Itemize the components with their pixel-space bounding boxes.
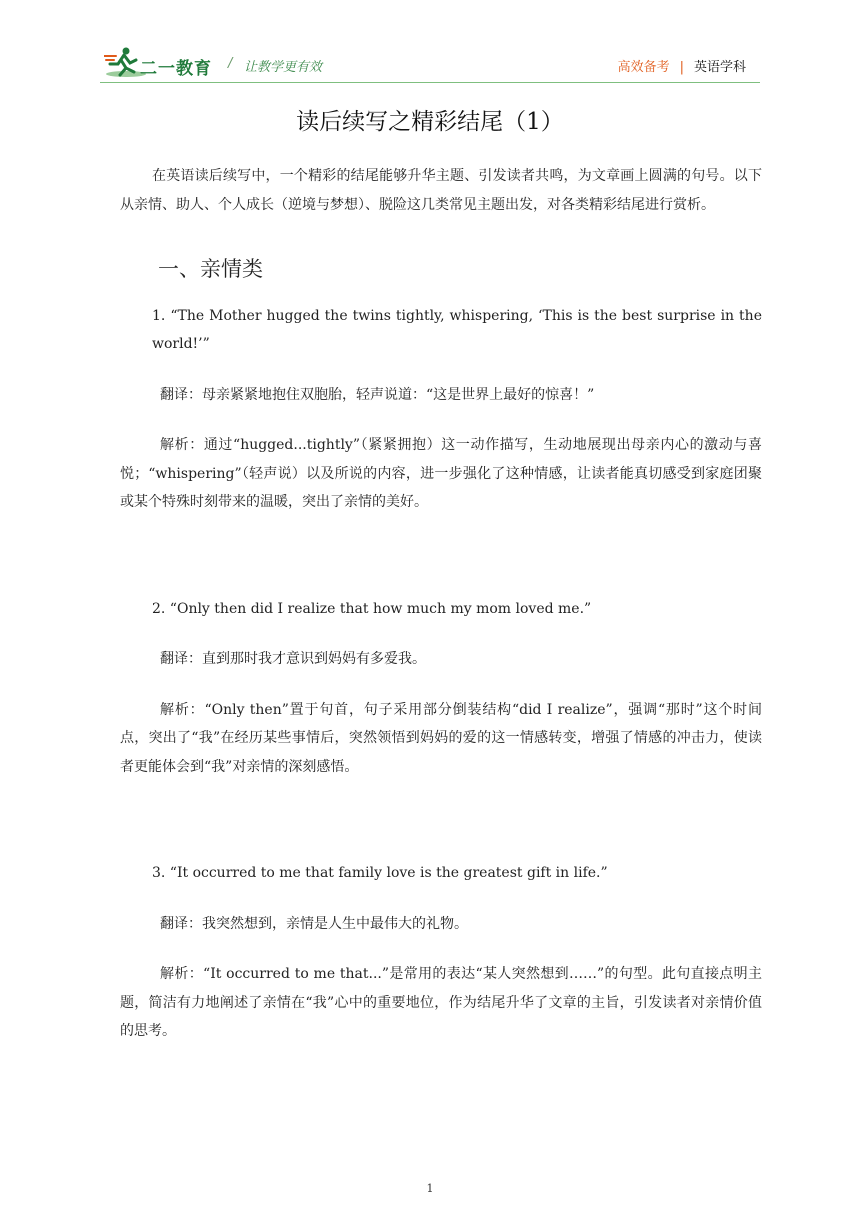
intro-paragraph: 在英语读后续写中，一个精彩的结尾能够升华主题、引发读者共鸣，为文章画上圆满的句号。以下从亲情、助人、个人成长（逆境与梦想）、脱险这几类常见主题出发，对各类精彩结尾进行赏析。 xyxy=(120,168,762,213)
logo-text: 二一教育 xyxy=(140,59,212,79)
slogan-separator: / xyxy=(228,56,233,71)
tag-separator: | xyxy=(679,60,684,75)
translation-2: 翻译：直到那时我才意识到妈妈有多爱我。 xyxy=(160,651,426,667)
translation-1: 翻译：母亲紧紧地抱住双胞胎，轻声说道：“这是世界上最好的惊喜！” xyxy=(160,386,595,403)
translation-3: 翻译：我突然想到，亲情是人生中最伟大的礼物。 xyxy=(160,915,468,932)
example-quote-1: 1. “The Mother hugged the twins tightly, whispering, ‘This is the best surprise in the world!’” xyxy=(152,307,762,352)
section-heading: 一、亲情类 xyxy=(158,257,263,281)
page-number: 1 xyxy=(426,1182,434,1195)
header-tags xyxy=(618,56,746,75)
page-title: 读后续写之精彩结尾（1） xyxy=(296,109,564,135)
tag-subject: 英语学科 xyxy=(693,60,746,75)
analysis-2: 解析：“Only then”置于句首，句子采用部分倒装结构“did I realize”，强调“那时”这个时间点，突出了“我”在经历某些事情后，突然领悟到妈妈的爱的这一情感转变，增强了情感的冲击力，使读者更能体会到“我”对亲情的深刻感悟。 xyxy=(120,701,762,775)
analysis-3: 解析：“It occurred to me that...”是常用的表达“某人突然想到……”的句型。此句直接点明主题，简洁有力地阐述了亲情在“我”心中的重要地位，作为结尾升华了文章的主旨，引发读者对亲情价值的思考。 xyxy=(120,966,762,1039)
example-quote-3: 3. “It occurred to me that family love is the greatest gift in life.” xyxy=(152,865,608,881)
page-header xyxy=(0,0,860,90)
header-divider xyxy=(100,82,760,83)
analysis-1: 解析：通过“hugged...tightly”（紧紧拥抱）这一动作描写，生动地展现出母亲内心的激动与喜悦；“whispering”（轻声说）以及所说的内容，进一步强化了这种情感，让读者能真切感受到家庭团聚或某个特殊时刻带来的温暖，突出了亲情的美好。 xyxy=(120,437,762,510)
slogan: 让教学更有效 xyxy=(244,60,323,75)
tag-exam-prep: 高效备考 xyxy=(617,60,670,75)
document-body xyxy=(120,162,762,1046)
example-quote-2: 2. “Only then did I realize that how much my mom loved me.” xyxy=(152,600,592,617)
